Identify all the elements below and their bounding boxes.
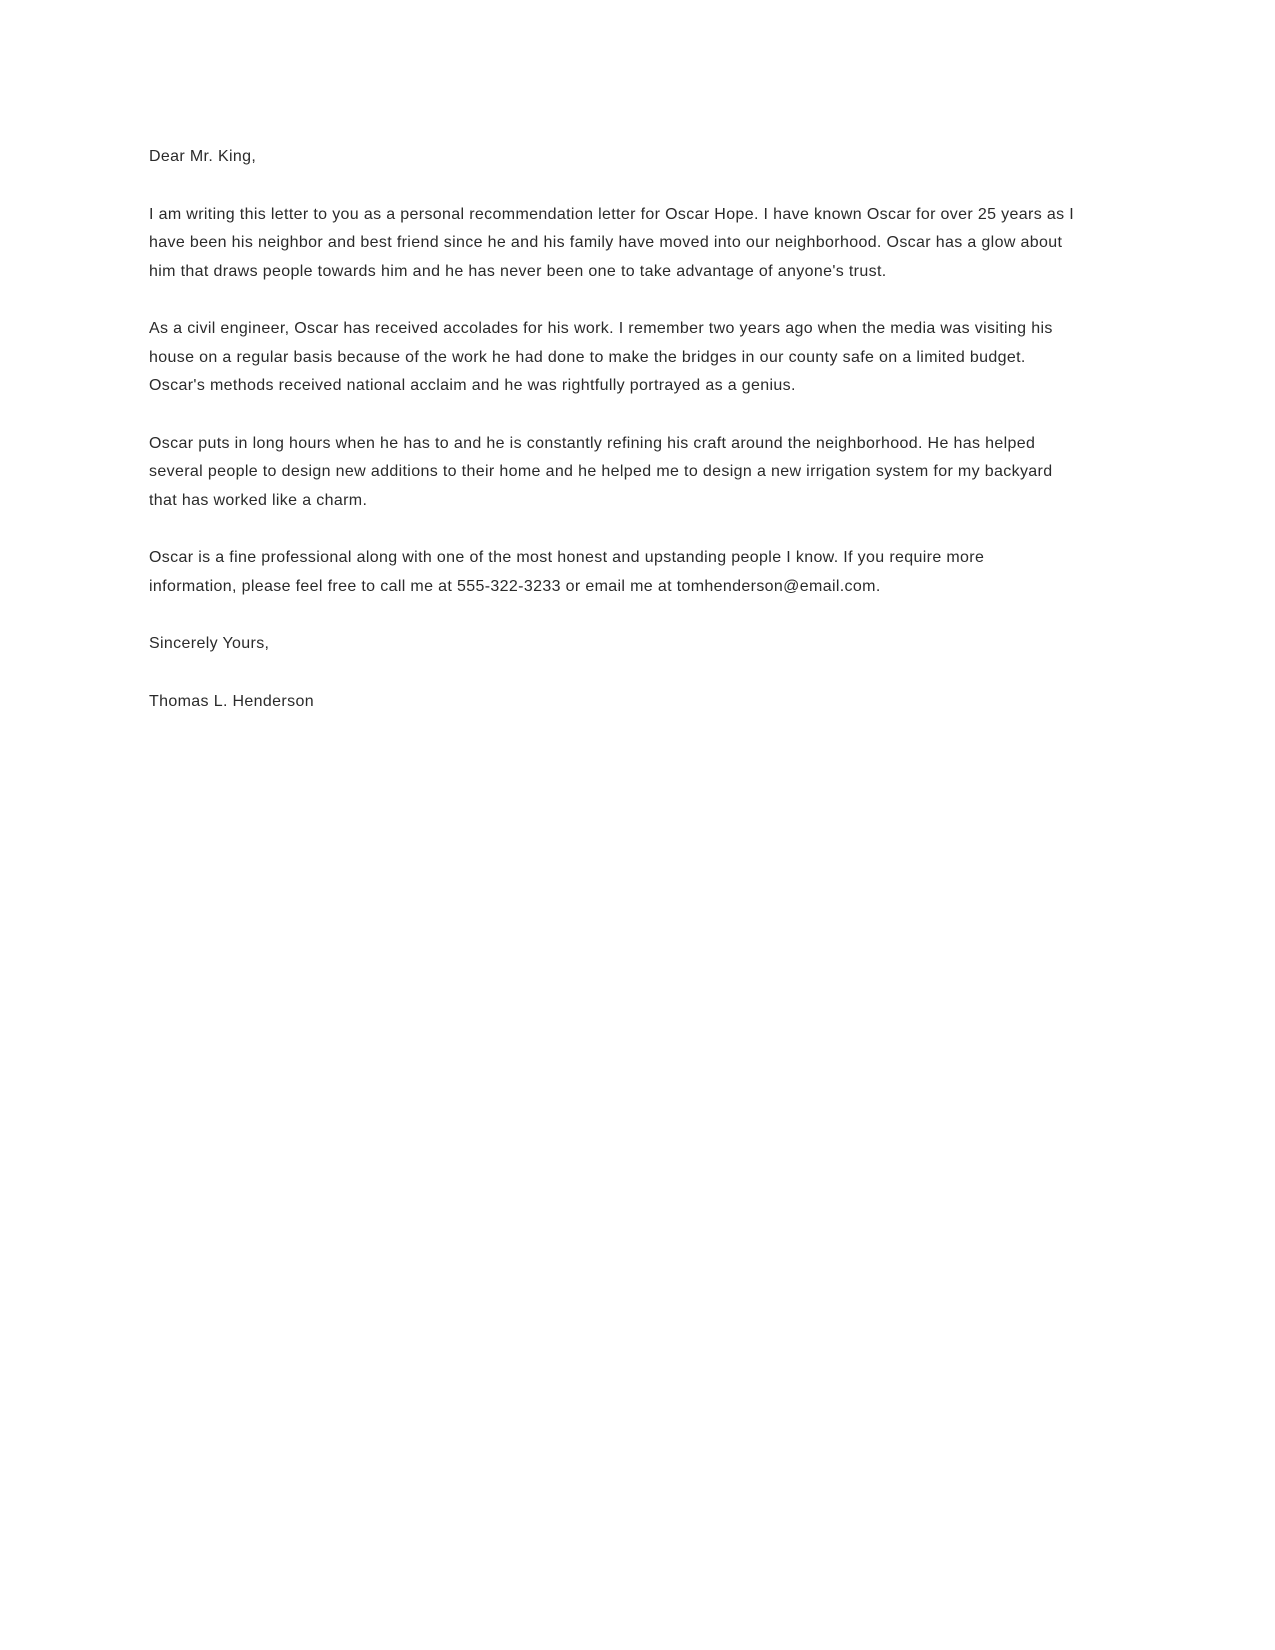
paragraph-line: As a civil engineer, Oscar has received accolades for his work. I remember two years ago when the media was visiting his <box>149 320 1053 337</box>
paragraph-contact <box>149 544 1079 601</box>
paragraph-line: Oscar's methods received national acclaim and he was rightfully portrayed as a genius. <box>149 377 796 394</box>
paragraph-line: Oscar puts in long hours when he has to and he is constantly refining his craft around the neighborhood. He has helped <box>149 434 1036 452</box>
letter-body <box>149 143 1079 716</box>
salutation: Dear Mr. King, <box>149 148 257 165</box>
paragraph-line: I am writing this letter to you as a personal recommendation letter for Oscar Hope. I have known Oscar for over 25 years as I <box>149 205 1075 223</box>
paragraph-line: several people to design new additions to their home and he helped me to design a new irrigation system for my backyard <box>149 463 1053 480</box>
paragraph-line: house on a regular basis because of the work he had done to make the bridges in our county safe on a limited budget. <box>149 348 1026 366</box>
paragraph-line: have been his neighbor and best friend since he and his family have moved into our neighborhood. Oscar has a glow about <box>149 234 1063 251</box>
paragraph-line: information, please feel free to call me at 555-322-3233 or email me at tomhenderson@email.com. <box>149 577 881 595</box>
paragraph-line: Oscar is a fine professional along with one of the most honest and upstanding people I know. If you require more <box>149 549 985 566</box>
closing: Sincerely Yours, <box>149 635 270 652</box>
paragraph-line: him that draws people towards him and he has never been one to take advantage of anyone's trust. <box>149 262 887 280</box>
paragraph-accolades <box>149 315 1079 401</box>
signature-name: Thomas L. Henderson <box>149 692 314 710</box>
paragraph-work-ethic <box>149 430 1079 516</box>
paragraph-introduction <box>149 201 1079 287</box>
paragraph-line: that has worked like a charm. <box>149 491 368 509</box>
